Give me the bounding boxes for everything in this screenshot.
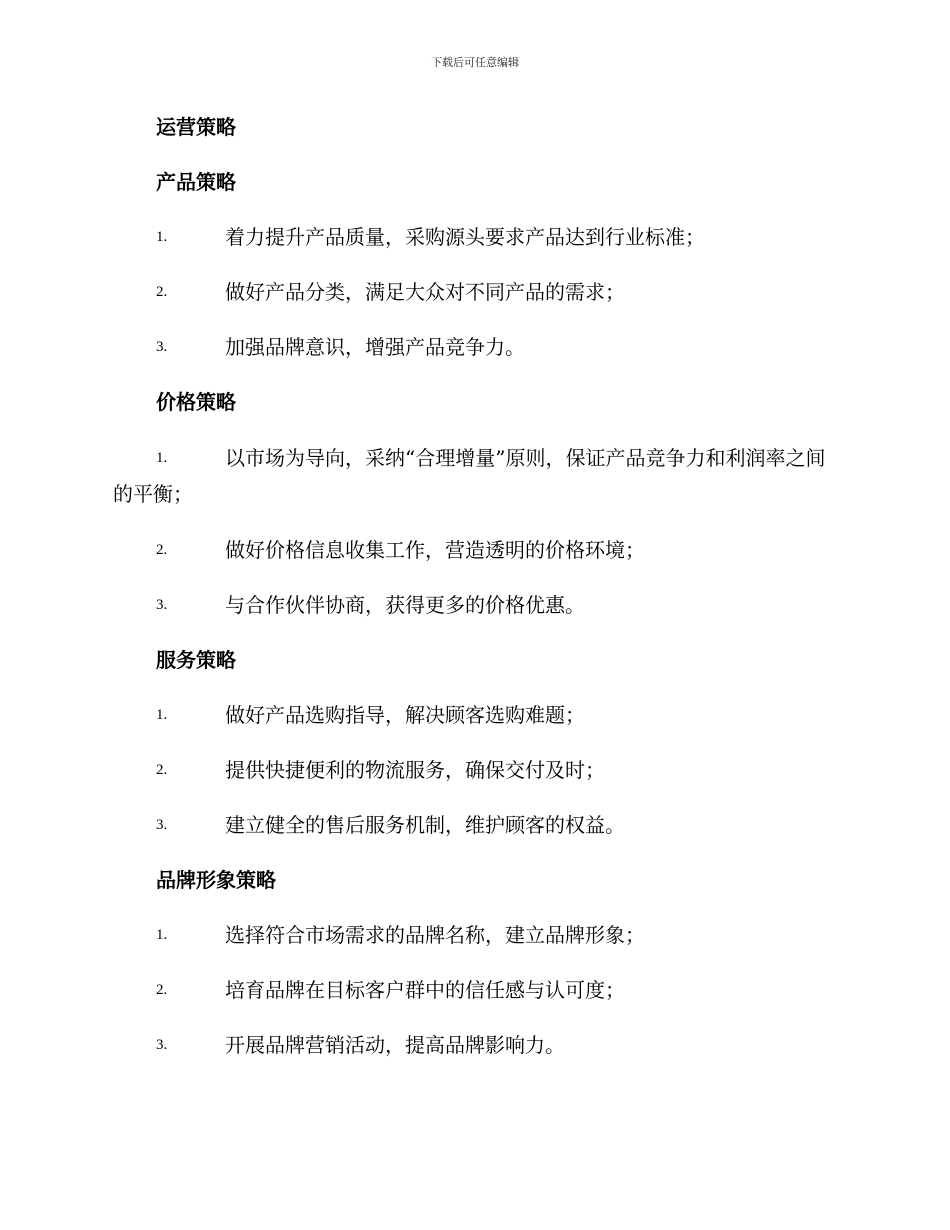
list-item-number: 3.	[156, 339, 168, 355]
section-heading-product: 产品策略	[156, 170, 236, 194]
list-item	[113, 698, 838, 732]
list-item	[113, 330, 838, 364]
list-item-number: 1.	[156, 707, 168, 723]
list-item-text: 做好产品分类，满足大众对不同产品的需求；	[225, 280, 625, 304]
list-item-number: 2.	[156, 284, 168, 300]
list-item-number: 3.	[156, 1037, 168, 1053]
document-title: 运营策略	[156, 115, 236, 139]
list-item	[113, 1028, 838, 1062]
list-item	[113, 918, 838, 952]
list-item	[113, 220, 838, 254]
list-item-text: 建立健全的售后服务机制，维护顾客的权益。	[225, 813, 625, 837]
list-item	[113, 588, 838, 622]
document-body	[113, 110, 838, 1083]
list-item	[113, 973, 838, 1007]
list-item-number: 2.	[156, 762, 168, 778]
list-item	[113, 808, 838, 842]
list-item	[113, 753, 838, 787]
list-item-text: 与合作伙伴协商，获得更多的价格优惠。	[225, 593, 585, 617]
section-heading-price: 价格策略	[156, 390, 236, 414]
page-header-note: 下载后可任意编辑	[431, 56, 519, 69]
list-item-number: 2.	[156, 982, 168, 998]
list-item-text: 做好产品选购指导，解决顾客选购难题；	[225, 703, 585, 727]
list-item-text: 做好价格信息收集工作，营造透明的价格环境；	[225, 538, 645, 562]
list-item-number: 1.	[156, 229, 168, 245]
list-item	[113, 275, 838, 309]
list-item-number: 2.	[156, 542, 168, 558]
list-item-text: 提供快捷便利的物流服务，确保交付及时；	[225, 758, 605, 782]
list-item-text: 以市场为导向，采纳“合理增量”原则，保证产品竞争力和利润率之间的平衡；	[113, 446, 826, 506]
list-item-number: 3.	[156, 597, 168, 613]
list-item-text: 加强品牌意识，增强产品竞争力。	[225, 335, 525, 359]
list-item-text: 选择符合市场需求的品牌名称，建立品牌形象；	[225, 923, 645, 947]
list-item-number: 3.	[156, 817, 168, 833]
list-item-text: 培育品牌在目标客户群中的信任感与认可度；	[225, 978, 625, 1002]
list-item-text: 开展品牌营销活动，提高品牌影响力。	[225, 1033, 565, 1057]
list-item-text: 着力提升产品质量，采购源头要求产品达到行业标准；	[225, 225, 705, 249]
section-heading-service: 服务策略	[156, 648, 236, 672]
list-item-number: 1.	[156, 927, 168, 943]
list-item-number: 1.	[156, 450, 168, 466]
list-item	[113, 533, 838, 567]
list-item	[113, 440, 838, 512]
section-heading-brand-image: 品牌形象策略	[156, 868, 276, 892]
